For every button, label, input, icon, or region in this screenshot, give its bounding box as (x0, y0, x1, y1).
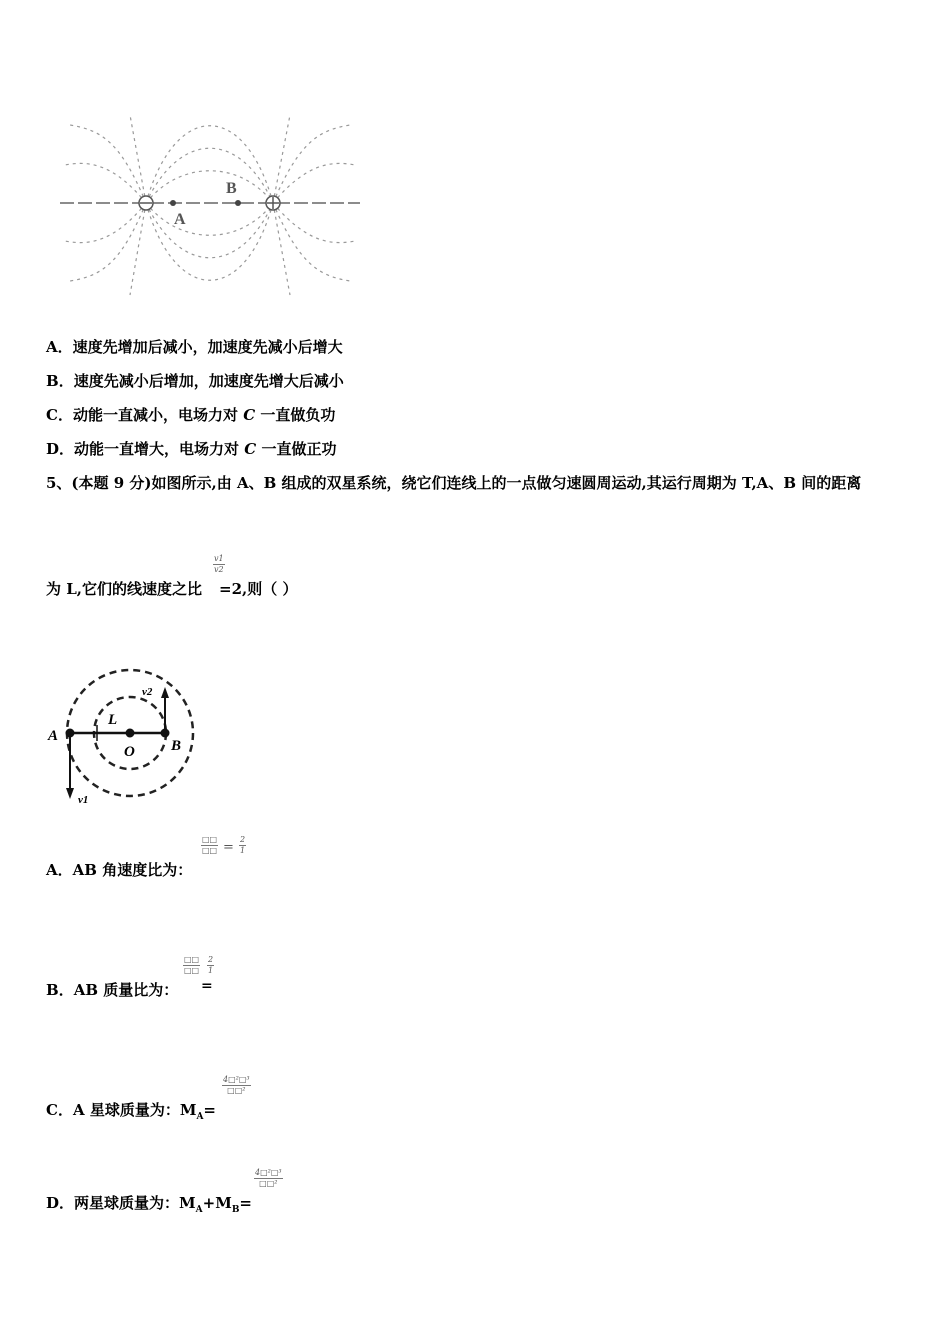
q5-option-a-ratio: $\frac{2}{1}$ (240, 835, 246, 855)
electric-field-figure (60, 110, 360, 300)
label-B: B (226, 180, 237, 197)
q4-option-d: D．动能一直增大，电场力对 C 一直做正功 (46, 440, 337, 458)
q5-option-a-eq: = (223, 840, 234, 855)
q5-stem-line1: 5、(本题 9 分)如图所示,由 A、B 组成的双星系统，绕它们连线上的一点做匀速圆周运动,其运行周期为 T,A、B 间的距离 (46, 474, 862, 492)
q5-option-d: D．两星球质量为：$M_A+M_B=$ (46, 1194, 252, 1215)
binary-star-figure (40, 665, 210, 810)
q5-option-a-formula: □□ □□ (202, 835, 218, 855)
q5-option-b-formula: □□ □□ (184, 955, 200, 975)
star-A-label: A (48, 728, 59, 744)
q5-option-b-eq: = (201, 978, 213, 994)
v1-label: v1 (78, 794, 89, 806)
q4-option-c: C．动能一直减小，电场力对 C 一直做负功 (46, 406, 336, 424)
velocity-ratio: $\frac{v1}{v2}$ (214, 554, 224, 574)
q5-stem-line2: 为 L,它们的线速度之比 =2,则（ ） (46, 580, 298, 598)
q5-option-c-formula: 4□²□³ □□² (223, 1075, 250, 1095)
q4-option-a: A．速度先增加后减小，加速度先减小后增大 (46, 338, 343, 356)
q5-option-c: C．A 星球质量为：$M_A=$ (46, 1101, 216, 1122)
q5-option-b-ratio: $\frac{2}{1}$ (208, 955, 214, 975)
v2-label: v2 (142, 686, 153, 698)
q5-option-a: A．AB 角速度比为： (46, 861, 193, 879)
label-A: A (174, 211, 186, 228)
q4-option-b: B．速度先减小后增加，加速度先增大后减小 (46, 372, 344, 390)
q5-option-d-formula: 4□²□³ □□² (255, 1168, 282, 1188)
distance-L-label: L (108, 712, 118, 728)
star-B-label: B (171, 738, 182, 754)
center-O-label: O (124, 744, 135, 760)
q5-option-b: B．AB 质量比为： (46, 981, 179, 999)
